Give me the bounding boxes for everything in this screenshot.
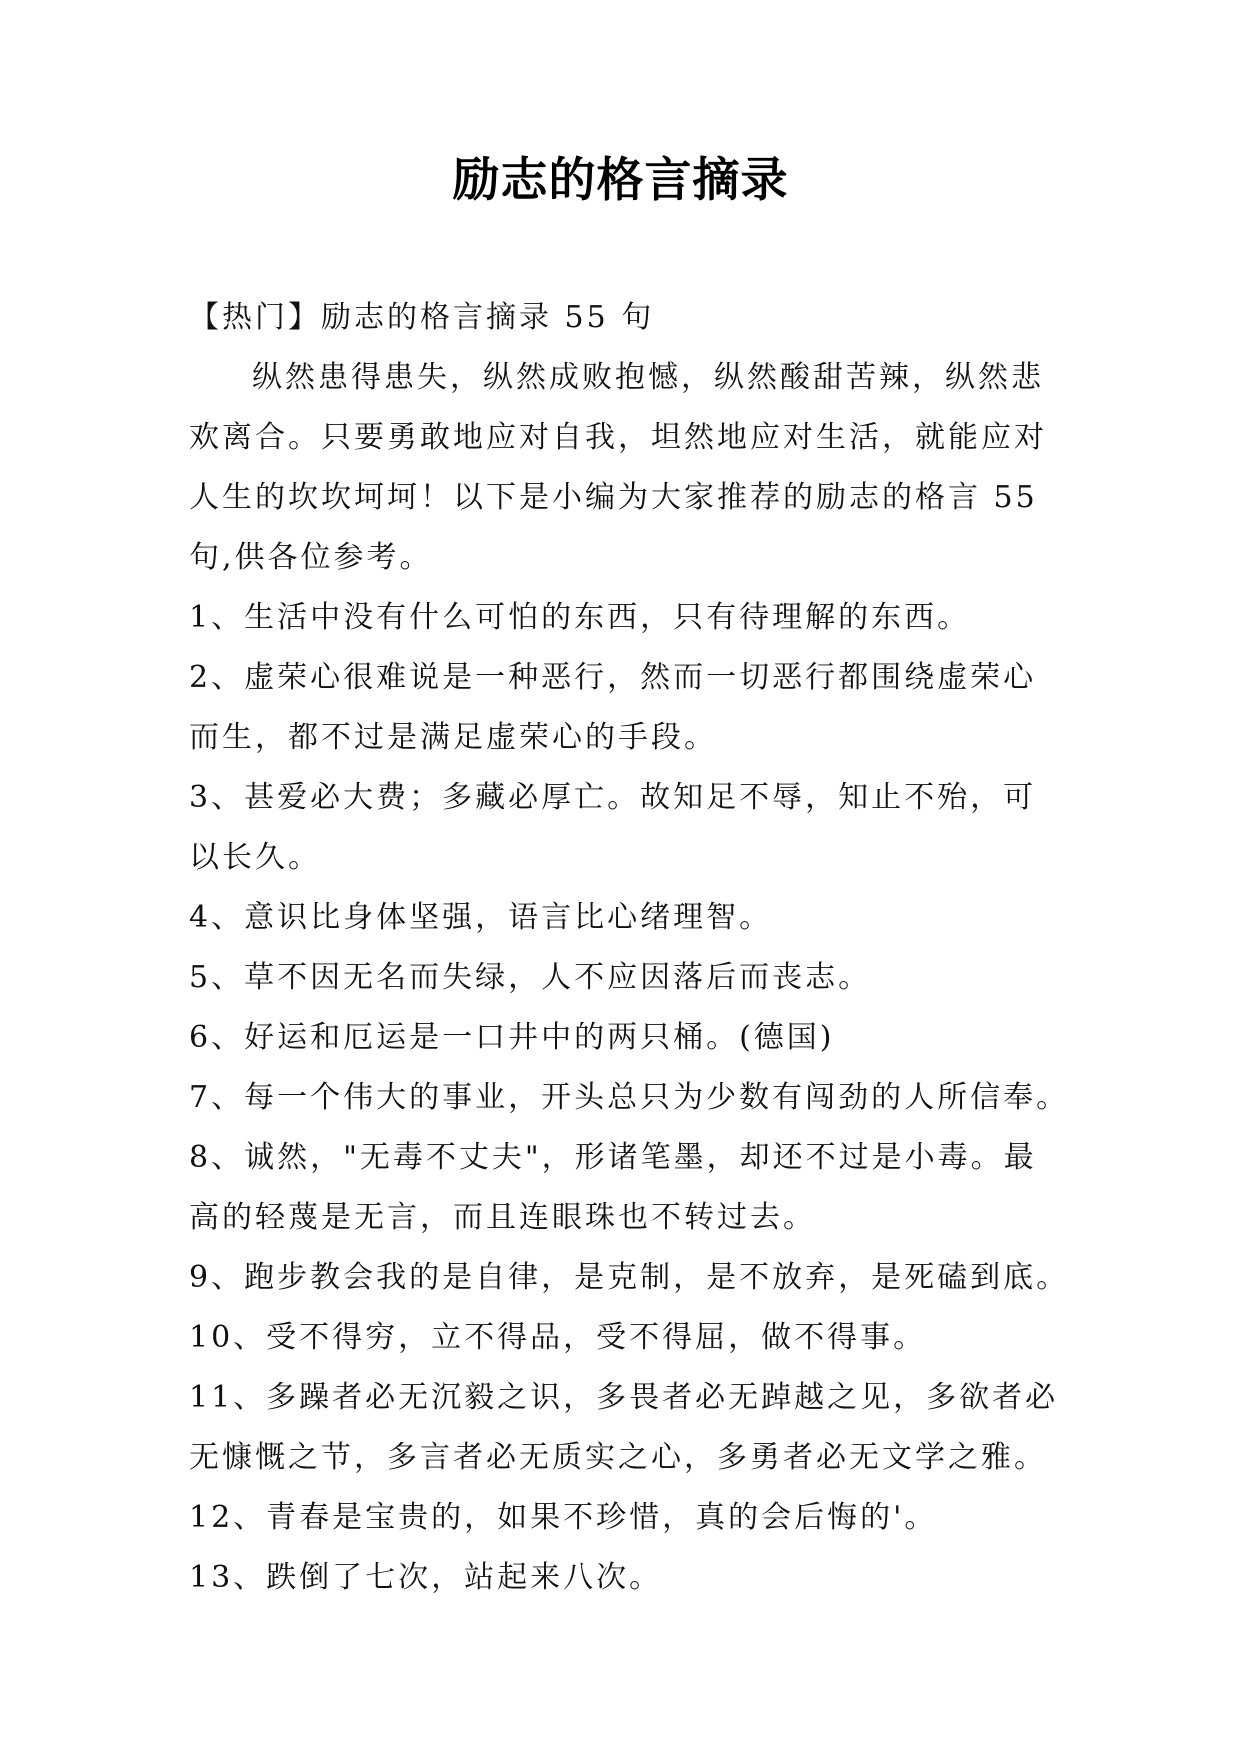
quote-item-line: 11、多躁者必无沉毅之识，多畏者必无踔越之见，多欲者必 (189, 1380, 1059, 1415)
quote-item-line: 13、跌倒了七次，站起来八次。 (189, 1560, 663, 1595)
quote-item-line: 7、每一个伟大的事业，开头总只为少数有闯劲的人所信奉。 (189, 1080, 1070, 1115)
intro-heading-line: 【热门】励志的格言摘录 55 句 (189, 300, 655, 335)
quote-item-line: 3、甚爱必大费；多藏必厚亡。故知足不辱，知止不殆，可 (189, 780, 1037, 815)
intro-paragraph-line: 欢离合。只要勇敢地应对自我，坦然地应对生活，就能应对 (189, 420, 1047, 455)
quote-item-line: 9、跑步教会我的是自律，是克制，是不放弃，是死磕到底。 (189, 1260, 1070, 1295)
intro-paragraph-line: 人生的坎坎坷坷！以下是小编为大家推荐的励志的格言 55 (189, 480, 1038, 515)
quote-item-line: 2、虚荣心很难说是一种恶行，然而一切恶行都围绕虚荣心 (189, 660, 1037, 695)
quote-item-line: 10、受不得穷，立不得品，受不得屈，做不得事。 (189, 1320, 927, 1355)
document-body (189, 288, 1070, 1608)
quote-item-line: 高的轻蔑是无言，而且连眼珠也不转过去。 (189, 1200, 816, 1235)
quote-item-line: 12、青春是宝贵的，如果不珍惜，真的会后悔的'。 (189, 1500, 938, 1535)
quote-item-line: 无慷慨之节，多言者必无质实之心，多勇者必无文学之雅。 (189, 1440, 1047, 1475)
quote-item-line: 以长久。 (189, 840, 321, 875)
quote-item-line: 8、诚然，"无毒不丈夫"，形诸笔墨，却还不过是小毒。最 (189, 1140, 1037, 1175)
quote-item-line: 而生，都不过是满足虚荣心的手段。 (189, 720, 717, 755)
quote-item-line: 5、草不因无名而失绿，人不应因落后而丧志。 (189, 960, 872, 995)
document-title: 励志的格言摘录 (452, 153, 789, 208)
intro-paragraph-line: 纵然患得患失，纵然成败抱憾，纵然酸甜苦辣，纵然悲 (252, 360, 1044, 395)
quote-item-line: 1、生活中没有什么可怕的东西，只有待理解的东西。 (189, 600, 971, 635)
quote-item-line: 4、意识比身体坚强，语言比心绪理智。 (189, 900, 773, 935)
intro-paragraph-line: 句,供各位参考。 (189, 540, 433, 575)
quote-item-line: 6、好运和厄运是一口井中的两只桶。(德国) (189, 1020, 835, 1055)
